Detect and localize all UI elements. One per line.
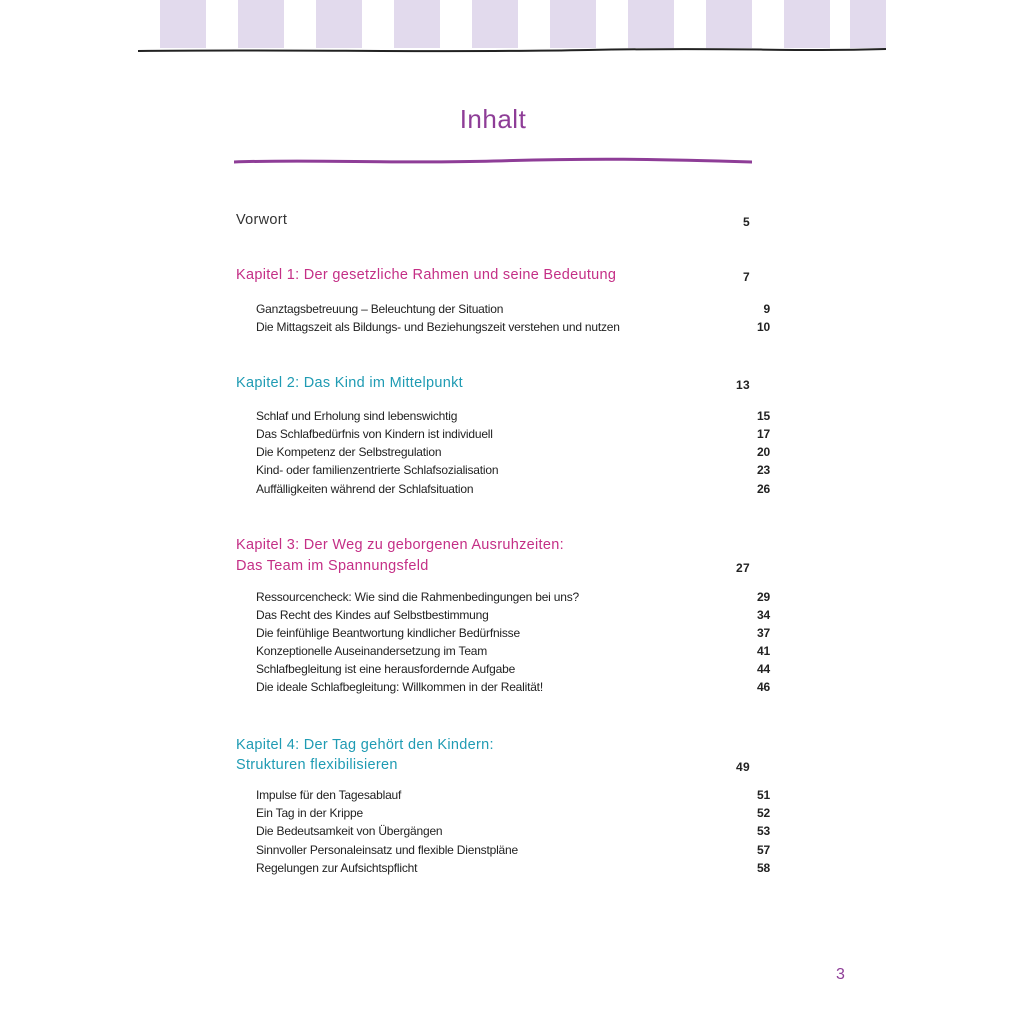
section-label: Schlafbegleitung ist eine herausfordernde Aufgabe [256,662,516,676]
section-page: 26 [757,482,770,496]
toc-section[interactable] [236,824,770,838]
toc-section[interactable] [236,608,770,622]
section-label: Ganztagsbetreuung – Beleuchtung der Situation [256,302,504,316]
toc-section[interactable] [236,644,770,658]
section-page: 41 [757,644,770,658]
toc-section[interactable] [236,590,770,604]
section-label: Schlaf und Erholung sind lebenswichtig [256,409,458,423]
section-page: 37 [757,626,770,640]
section-page: 9 [763,302,770,316]
title-underline [234,156,752,168]
toc-section[interactable] [236,806,770,820]
section-page: 23 [757,463,770,477]
section-page: 52 [757,806,770,820]
chapter-title: Kapitel 1: Der gesetzliche Rahmen und seine Bedeutung [236,267,617,283]
toc-foreword-page: 5 [743,215,750,229]
toc-chapter-3[interactable] [236,537,750,553]
section-page: 51 [757,788,770,802]
toc-section[interactable] [236,861,770,875]
toc-chapter-2[interactable] [236,375,750,391]
header-stripes [138,0,886,48]
header-rule [138,46,886,56]
section-page: 10 [757,320,770,334]
chapter-page: 13 [736,378,750,392]
chapter-title-line-2: Das Team im Spannungsfeld [236,558,429,574]
chapter-title-line-1: Kapitel 3: Der Weg zu geborgenen Ausruhzeiten: [236,537,564,553]
section-page: 46 [757,680,770,694]
toc-foreword-label: Vorwort [236,212,288,228]
toc-chapter-3-line-2[interactable] [236,558,750,574]
toc-section[interactable] [236,788,770,802]
section-page: 29 [757,590,770,604]
section-label: Ein Tag in der Krippe [256,806,363,820]
page-title: Inhalt [459,104,527,134]
toc-section[interactable] [236,445,770,459]
section-label: Ressourcencheck: Wie sind die Rahmenbedingungen bei uns? [256,590,580,604]
toc-section[interactable] [236,320,770,334]
section-page: 53 [757,824,770,838]
section-page: 15 [757,409,770,423]
toc-section[interactable] [236,843,770,857]
toc-section[interactable] [236,302,770,316]
toc-section[interactable] [236,463,770,477]
section-page: 20 [757,445,770,459]
toc-chapter-4[interactable] [236,737,750,753]
section-label: Die Mittagszeit als Bildungs- und Beziehungszeit verstehen und nutzen [256,320,620,334]
section-page: 44 [757,662,770,676]
toc-chapter-1[interactable] [236,267,750,283]
section-label: Impulse für den Tagesablauf [256,788,402,802]
chapter-title: Kapitel 2: Das Kind im Mittelpunkt [236,375,463,391]
section-page: 58 [757,861,770,875]
page-number: 3 [836,966,845,983]
toc-foreword[interactable] [236,212,750,228]
section-label: Kind- oder familienzentrierte Schlafsozialisation [256,463,499,477]
section-page: 57 [757,843,770,857]
section-label: Regelungen zur Aufsichtspflicht [256,861,418,875]
section-label: Das Recht des Kindes auf Selbstbestimmung [256,608,489,622]
section-label: Die ideale Schlafbegleitung: Willkommen in der Realität! [256,680,543,694]
section-label: Die Kompetenz der Selbstregulation [256,445,442,459]
chapter-page: 7 [743,270,750,284]
chapter-title-line-2: Strukturen flexibilisieren [236,757,398,773]
section-page: 34 [757,608,770,622]
toc-section[interactable] [236,427,770,441]
section-label: Auffälligkeiten während der Schlafsituation [256,482,474,496]
section-label: Konzeptionelle Auseinandersetzung im Team [256,644,488,658]
section-label: Sinnvoller Personaleinsatz und flexible Dienstpläne [256,843,518,857]
chapter-page: 49 [736,760,750,774]
section-label: Die feinfühlige Beantwortung kindlicher Bedürfnisse [256,626,520,640]
chapter-page: 27 [736,561,750,575]
section-label: Die Bedeutsamkeit von Übergängen [256,824,443,838]
toc-chapter-4-line-2[interactable] [236,757,750,773]
toc-section[interactable] [236,680,770,694]
toc-section[interactable] [236,409,770,423]
chapter-title-line-1: Kapitel 4: Der Tag gehört den Kindern: [236,737,494,753]
toc-section[interactable] [236,626,770,640]
section-label: Das Schlafbedürfnis von Kindern ist individuell [256,427,493,441]
toc-section[interactable] [236,662,770,676]
toc-section[interactable] [236,482,770,496]
section-page: 17 [757,427,770,441]
